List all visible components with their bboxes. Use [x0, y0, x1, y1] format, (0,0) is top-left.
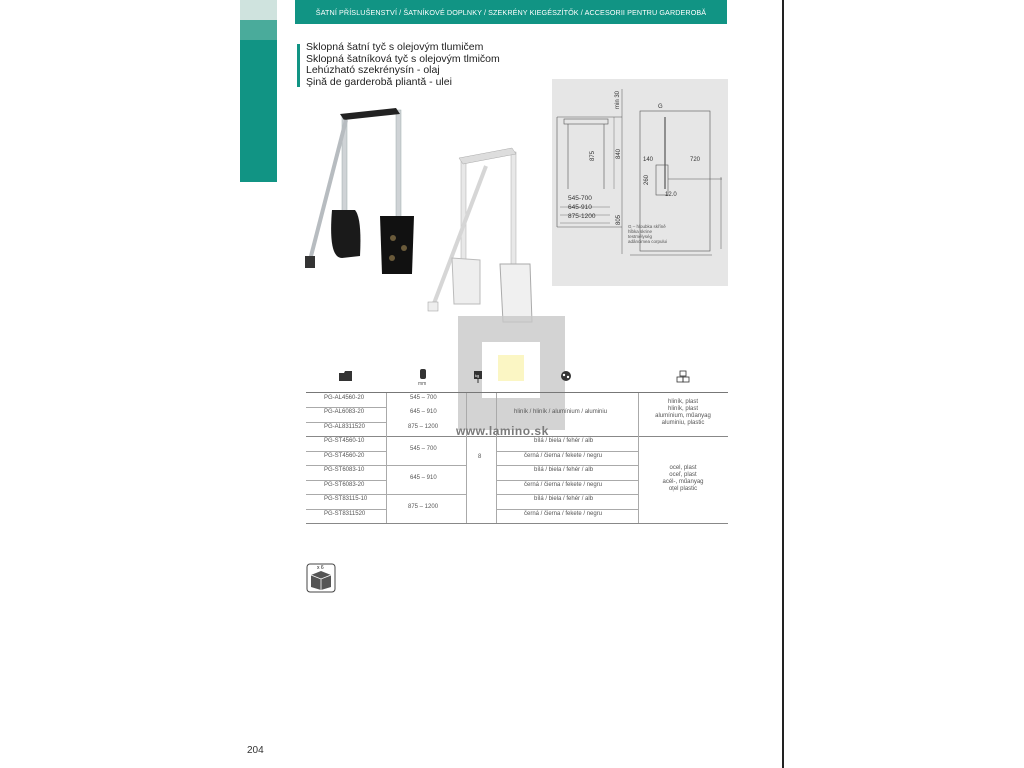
dim-g: G — [658, 104, 663, 110]
color-icon — [560, 370, 572, 382]
row-line — [496, 451, 638, 452]
mm-label: mm — [418, 381, 427, 387]
technical-drawing — [552, 79, 728, 286]
title-ro: Şină de garderobă pliantă - ulei — [306, 75, 452, 88]
category-header — [295, 0, 727, 24]
white-lift-image — [428, 148, 532, 322]
dim-875: 875 — [590, 150, 596, 161]
code-cell: PG-ST4560-10 — [324, 438, 365, 444]
color-cell: černá / čierna / fekete / negru — [524, 511, 603, 517]
material-cell-st — [638, 465, 728, 493]
table-header — [306, 366, 728, 392]
product-photo — [300, 108, 560, 323]
code-cell: PG-ST8311520 — [324, 511, 366, 517]
row-line — [306, 509, 386, 510]
width-cell: 645 – 910 — [410, 409, 437, 415]
dim-12: 12.0 — [665, 192, 677, 198]
page-number: 204 — [247, 745, 264, 756]
title-hu: Lehúzható szekrénysín - olaj — [306, 64, 440, 76]
material-cell-al — [638, 399, 728, 427]
material-line: hliník, plast — [667, 406, 698, 412]
drawing-note — [628, 224, 667, 244]
row-line — [306, 480, 386, 481]
dim-min30: min 30 — [615, 90, 621, 109]
color-cell: bílá / biela / fehér / alb — [534, 467, 594, 473]
title-sk: Sklopná šatníková tyč s olejovým tlmičom — [306, 52, 500, 65]
color-cell: hliník / hliník / alumínium / aluminiu — [514, 409, 608, 415]
dim-840: 840 — [616, 148, 622, 159]
row-line — [496, 480, 638, 481]
material-icon — [676, 370, 690, 384]
material-line: ocel, plast — [669, 465, 697, 471]
col-line — [386, 393, 387, 523]
code-cell: PG-AL4560-20 — [324, 395, 365, 401]
color-cell: černá / čierna / fekete / negru — [524, 453, 603, 459]
table-bottom-line — [306, 523, 728, 524]
page-edge-line — [782, 0, 784, 768]
category-header-text: ŠATNÍ PŘÍSLUŠENSTVÍ / ŠATNÍKOVÉ DOPLNKY / SZEKRÉNY KIEGÉSZÍTŐK / ACCESORII PENTRU GARDEROBĂ — [315, 7, 707, 17]
col-line — [466, 393, 467, 523]
package-box-icon — [306, 563, 336, 593]
dim-140: 140 — [643, 157, 654, 163]
dim-720: 720 — [690, 157, 701, 163]
material-line: oceľ, plast — [669, 472, 697, 478]
note-hu: testmélység — [628, 234, 653, 239]
dim-width-3: 875-1200 — [568, 213, 596, 220]
code-cell: PG-AL8311520 — [324, 424, 365, 430]
width-cell: 875 – 1200 — [408, 424, 439, 430]
code-cell: PG-ST83115-10 — [324, 496, 368, 502]
material-line: hliník, plast — [667, 399, 698, 405]
dim-width-2: 645-910 — [568, 204, 592, 211]
row-line — [306, 451, 386, 452]
width-cell: 875 – 1200 — [408, 504, 439, 510]
package-count: x 6 — [317, 565, 324, 571]
table-header-line — [306, 392, 728, 393]
dim-805: 805 — [616, 214, 622, 225]
col-line — [496, 393, 497, 523]
code-cell: PG-ST6083-20 — [324, 482, 365, 488]
aluminium-lift-image — [305, 108, 414, 274]
folder-icon — [338, 370, 354, 382]
note-sk: hĺbka skrine — [628, 229, 653, 234]
row-line — [496, 494, 638, 495]
note-ro: adâncimea corpului — [628, 239, 668, 244]
width-icon — [418, 368, 428, 380]
note-cz: G – hloubka skříně — [628, 224, 666, 229]
section-tab-mid — [240, 20, 277, 40]
code-cell: PG-ST4560-20 — [324, 453, 365, 459]
code-cell: PG-AL6083-20 — [324, 409, 365, 415]
width-cell: 645 – 910 — [410, 475, 437, 481]
material-line: oțel plastic — [668, 486, 698, 492]
material-line: aluminiu, plastic — [661, 420, 705, 426]
section-tab-light — [240, 0, 277, 20]
section-tab — [240, 40, 277, 182]
material-line: alumínium, műanyag — [655, 413, 711, 419]
title-accent-bar — [297, 44, 300, 87]
code-cell: PG-ST6083-10 — [324, 467, 365, 473]
row-line — [496, 509, 638, 510]
width-cell: 545 – 700 — [410, 446, 437, 452]
width-cell: 545 – 700 — [410, 395, 437, 401]
row-line — [306, 422, 386, 423]
color-cell: bílá / biela / fehér / alb — [534, 438, 594, 444]
dim-width-1: 545-700 — [568, 195, 592, 202]
row-line — [306, 407, 386, 408]
material-line: acél-, műanyag — [662, 479, 704, 485]
title-cz: Sklopná šatní tyč s olejovým tlumičem — [306, 41, 484, 53]
color-cell: černá / čierna / fekete / negru — [524, 482, 603, 488]
dim-260: 260 — [644, 174, 650, 185]
product-titles — [306, 42, 500, 88]
load-cell: 8 — [478, 454, 482, 460]
watermark-text: www.lamino.sk — [456, 424, 549, 438]
kg-label: kg — [475, 373, 480, 378]
color-cell: bílá / biela / fehér / alb — [534, 496, 594, 502]
row-line — [496, 465, 638, 466]
